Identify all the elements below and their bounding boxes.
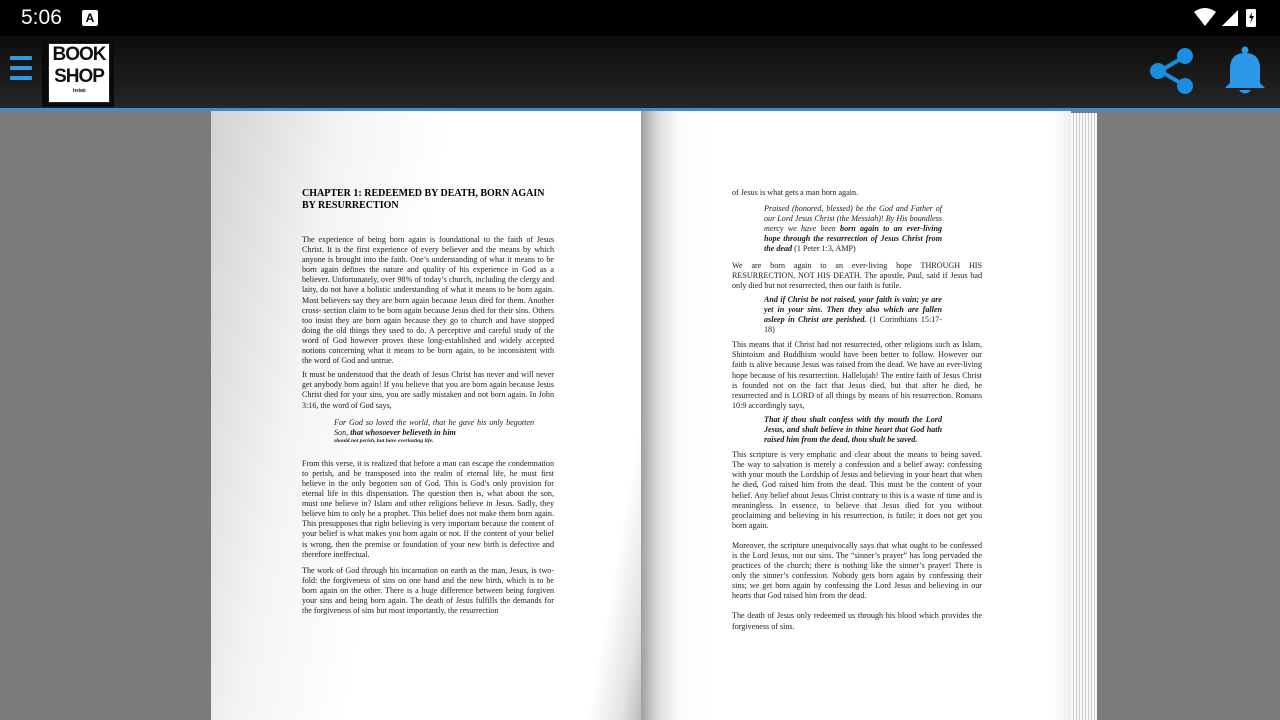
notification-a-icon: A	[82, 10, 98, 26]
left-paragraph-3: From this verse, it is realized that before a man can escape the condemnation to perish, and be transposed into the realm of eternal life, he must first believe in the only begotten son of God. This is God’s only provision for eternal life in this dispensation. The question then is, what about the son, must one believe in? Islam and other religions believe in Jesus. Sadly, they believe him to only be a prophet. This belief does not make them born again. This presupposes that right believing is very important because the content of your belief is what makes you born again or not. If the content of your belief is wrong, then the premise or foundation of your new birth is defective and therefore ineffectual.	[302, 458, 554, 559]
chapter-title: CHAPTER 1: REDEEMED BY DEATH, BORN AGAIN BY RESURRECTION	[302, 188, 545, 211]
right-paragraph-5: Moreover, the scripture unequivocally says that what ought to be confessed is the Lord Jesus, not our sins. The “sinner’s prayer” has long pervaded the practices of the church; there is nothing like the sinner’s prayer! There is only the sinner’s confession. Nobody gets born again by confessing their sins; we get born again by confessing the Lord Jesus and believing in our hearts that God raised him from the dead.	[732, 540, 982, 601]
peter-quote-a: Praised (honored, blessed) be the God and Father of our Lord Jesus Christ (the Messiah)! By His boundless mercy we have been	[764, 204, 942, 234]
corinthians-quote	[764, 295, 942, 335]
peter-quote-b: born again to an ever-living hope through the resurrection of Jesus Christ from the dead	[764, 224, 942, 254]
status-bar	[0, 0, 1280, 36]
logo-subtext: the classic	[72, 88, 86, 94]
quote-text-b: that whosoever believeth in him	[350, 427, 456, 437]
logo-line-1: BOOK	[52, 44, 106, 65]
peter-quote-ref: (1 Peter 1:3, AMP)	[792, 244, 856, 254]
wifi-icon	[1194, 8, 1216, 26]
right-paragraph-3: This means that if Christ had not resurrected, other religions such as Islam, Shintoism and Buddhism would have been better to follow. However our faith is alive because Jesus was raised from the dead. We have an ever-living hope because of his resurrection. Hallelujah! The entire faith of Jesus Christ is founded not on the fact that Jesus died, but that after he died, he resurrected and is LORD of all things by means of his resurrection. Romans 10:9 accordingly says,	[732, 340, 982, 410]
bell-icon[interactable]	[1222, 45, 1268, 102]
corinthians-quote-ref: (1 Corinthians 15:17-18)	[764, 315, 943, 335]
status-time: 5:06	[21, 6, 62, 29]
left-paragraph-4: The work of God through his incarnation on earth as the man, Jesus, is two-fold: the forgiveness of sins on one hand and the new birth, which is to be born again on the other. There is a huge difference between being forgiven your sins and being born again. The death of Jesus fulfills the demands for the forgiveness of sins but most importantly, the resurrection	[302, 565, 554, 616]
right-paragraph-4: This scripture is very emphatic and clear about the means to being saved. The way to salvation is merely a confession and a belief away: confessing with your mouth the Lordship of Jesus and believing in your heart that when he died, God raised him from the dead. This must be the content of your belief. Any belief about Jesus Christ contrary to this is a waste of time and is meaningless. In essence, to believe that Jesus died for you without proclaiming and believing in his resurrection, is futile; it does not get you born again.	[732, 450, 982, 530]
left-paragraph-2: It must be understood that the death of Jesus Christ has never and will never get anybody born again! If you believe that you are born again because Jesus Christ died for your sins, you are sadly mistaken and not born again. In John 3:16, the word of God says,	[302, 370, 554, 410]
signal-icon	[1222, 10, 1238, 26]
right-page[interactable]	[641, 111, 1071, 720]
peter-quote	[764, 204, 942, 254]
left-page[interactable]	[211, 111, 641, 720]
right-paragraph-1: of Jesus is what gets a man born again.	[732, 188, 859, 197]
right-page-text	[732, 188, 982, 636]
book-shop-logo[interactable]	[42, 41, 114, 107]
john-3-16-quote	[334, 418, 534, 445]
status-icons	[1192, 6, 1262, 35]
app-bar	[0, 36, 1280, 111]
menu-icon[interactable]	[10, 56, 32, 86]
quote-text-c: should not perish, but have everlasting life.	[334, 437, 434, 444]
share-icon[interactable]	[1146, 45, 1198, 102]
quote-text-a: For God so loved the world, that he gave his only begotten Son,	[334, 417, 534, 437]
left-page-text	[302, 188, 554, 620]
right-paragraph-2: We are born again to an ever-living hope THROUGH HIS RESURRECTION, NOT HIS DEATH. The apostle, Paul, said if Jesus had only died but not resurrected, then our faith is futile.	[732, 260, 982, 290]
left-paragraph-1: The experience of being born again is foundational to the faith of Jesus Christ. It is the first experience of every believer and the means by which anyone is brought into the faith. One’s understanding of what it means to be born again defines the nature and quality of his experience in God as a believer. Unfortunately, over 98% of today’s church, including the clergy and laity, do not have a holistic understanding of what it means to be born again. Most believers say they are born again because Jesus died for them. Another cross- section claim to be born again because Jesus died for their sins. Others too insist they are born again because they go to church and have stopped doing the old things they used to do. A perceptive and careful study of the word of God however proves these long-established and widely accepted notions concerning what it means to be born again, to be inconsistent with the word of God and untrue.	[302, 235, 554, 366]
corinthians-quote-text: And if Christ be not raised, your faith is vain; ye are yet in your sins. Then they also which are fallen asleep in Christ are perished.	[764, 294, 942, 325]
page-edges	[1071, 113, 1097, 720]
logo-line-2: SHOP	[54, 66, 104, 87]
right-paragraph-6: The death of Jesus only redeemed us through his blood which provides the forgiveness of sins.	[732, 611, 982, 631]
romans-quote: That if thou shalt confess with thy mouth the Lord Jesus, and shalt believe in thine heart that God hath raised him from the dead, thou shalt be saved.	[764, 414, 942, 445]
